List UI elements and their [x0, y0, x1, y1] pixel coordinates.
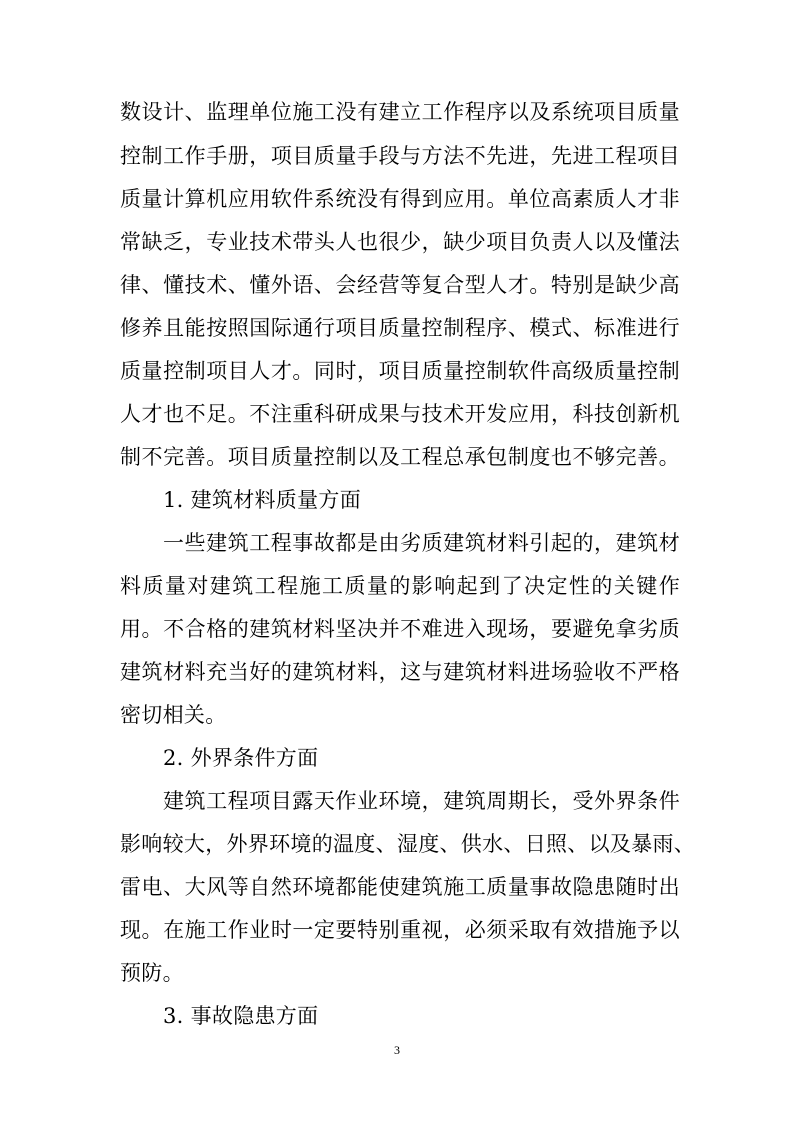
- section-heading: 1. 建筑材料质量方面: [163, 488, 362, 512]
- paragraph-line: 料质量对建筑工程施工质量的影响起到了决定性的关键作: [120, 574, 680, 598]
- paragraph-line: 建筑工程项目露天作业环境，建筑周期长，受外界条件: [163, 789, 680, 813]
- paragraph-line: 制不完善。项目质量控制以及工程总承包制度也不够完善。: [120, 445, 680, 469]
- section-heading: 2. 外界条件方面: [163, 746, 319, 770]
- paragraph-line: 建筑材料充当好的建筑材料，这与建筑材料进场验收不严格: [120, 660, 680, 684]
- paragraph-line: 常缺乏，专业技术带头人也很少，缺少项目负责人以及懂法: [120, 230, 680, 254]
- paragraph-line: 用。不合格的建筑材料坚决并不难进入现场，要避免拿劣质: [120, 617, 680, 641]
- paragraph-line: 质量计算机应用软件系统没有得到应用。单位高素质人才非: [120, 187, 680, 211]
- paragraph-line: 密切相关。: [120, 703, 227, 727]
- paragraph-line: 一些建筑工程事故都是由劣质建筑材料引起的，建筑材: [163, 531, 680, 555]
- paragraph-line: 质量控制项目人才。同时，项目质量控制软件高级质量控制: [120, 359, 680, 383]
- paragraph-line: 数设计、监理单位施工没有建立工作程序以及系统项目质量: [120, 100, 680, 124]
- paragraph-line: 现。在施工作业时一定要特别重视，必须采取有效措施予以: [120, 918, 680, 942]
- paragraph-line: 控制工作手册，项目质量手段与方法不先进，先进工程项目: [120, 144, 680, 168]
- paragraph-line: 预防。: [120, 961, 184, 985]
- page-number: 3: [394, 1043, 400, 1057]
- paragraph-line: 人才也不足。不注重科研成果与技术开发应用，科技创新机: [120, 402, 680, 426]
- section-heading: 3. 事故隐患方面: [163, 1004, 319, 1028]
- paragraph-line: 雷电、大风等自然环境都能使建筑施工质量事故隐患随时出: [120, 875, 680, 899]
- paragraph-line: 律、懂技术、懂外语、会经营等复合型人才。特别是缺少高: [120, 273, 680, 297]
- paragraph-line: 影响较大，外界环境的温度、湿度、供水、日照、以及暴雨、: [120, 832, 696, 856]
- paragraph-line: 修养且能按照国际通行项目质量控制程序、模式、标准进行: [120, 316, 680, 340]
